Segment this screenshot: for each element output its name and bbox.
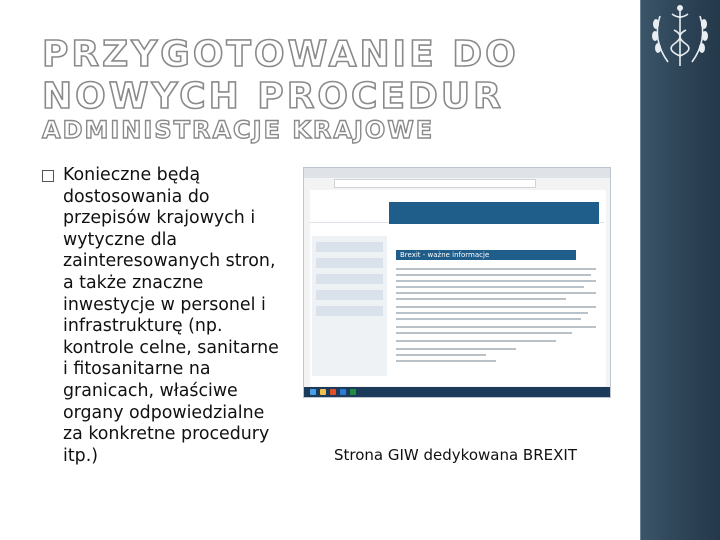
windows-taskbar-icons [304,387,610,397]
bullet-marker-icon [42,170,54,182]
bullet-text: Konieczne będą dostosowania do przepisów krajowych i wytyczne dla zainteresowanych stron, a także znaczne inwestycje w personel i infrastrukturę (np. kontrole celne, sanitarne i fitosanitarne na granicach, właściwe organy odpowiedzialne za konkretne procedury itp.) [63,165,279,466]
slide-subtitle: ADMINISTRACJE KRAJOWE [42,116,435,144]
site-nav [389,202,599,224]
right-sidebar-band [640,0,720,540]
caduceus-laurel-icon [646,0,714,80]
browser-tab-icon [304,168,610,178]
address-bar [334,179,536,188]
site-page-heading: Brexit - ważne informacje [396,250,576,260]
slide-title: PRZYGOTOWANIE DO NOWYCH PROCEDUR [42,34,519,117]
website-screenshot [303,167,611,398]
screenshot-caption: Strona GIW dedykowana BREXIT [334,446,577,464]
site-side-menu [312,236,387,376]
